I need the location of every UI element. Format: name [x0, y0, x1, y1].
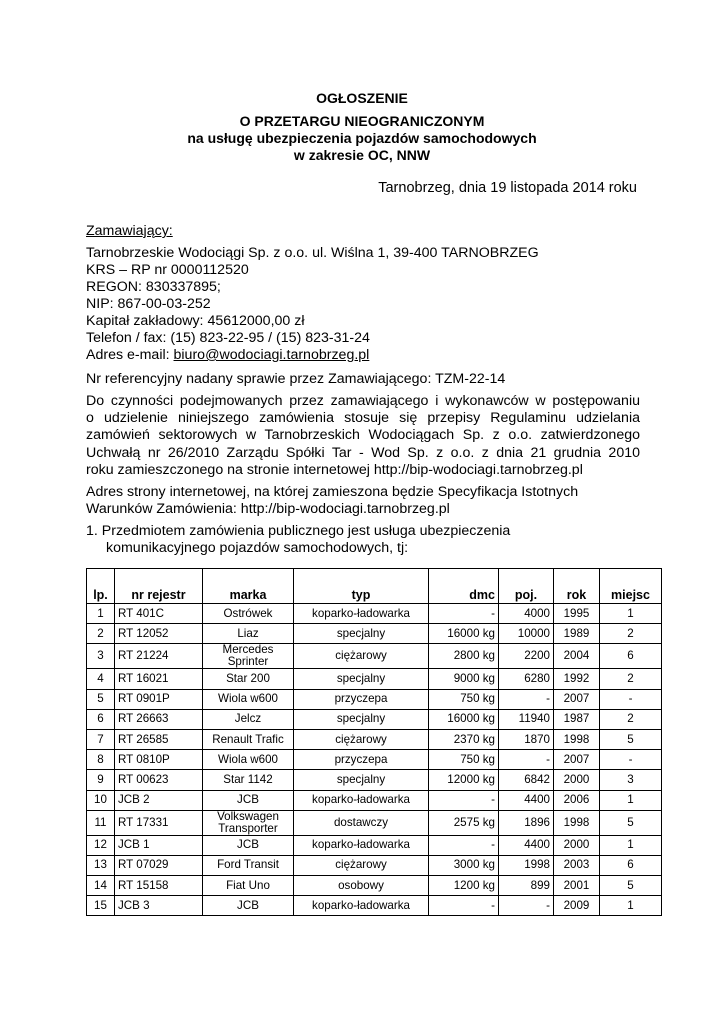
regulations-line-1: Do czynności podejmowanych przez zamawiającego i wykonawców w postępowaniu: [86, 393, 640, 409]
cell-lp: 1: [87, 604, 115, 624]
cell-dmc: 16000 kg: [429, 624, 499, 644]
cell-seats: 2: [600, 624, 662, 644]
cell-lp: 15: [87, 896, 115, 916]
table-row: [87, 669, 662, 689]
cell-year: 1998: [554, 729, 600, 749]
website-line-1: Adres strony internetowej, na której zamieszona będzie Specyfikacja Istotnych: [86, 484, 579, 500]
table-row: [87, 855, 662, 875]
table-row: [87, 689, 662, 709]
title-line-1: O PRZETARGU NIEOGRANICZONYM: [239, 113, 485, 129]
cell-reg: RT 21224: [115, 644, 203, 669]
cell-lp: 11: [87, 810, 115, 835]
col-header-seats: miejsc: [600, 569, 662, 604]
cell-make: Star 1142: [203, 770, 294, 790]
cell-lp: 8: [87, 750, 115, 770]
cell-year: 2000: [554, 770, 600, 790]
cell-year: 1987: [554, 709, 600, 729]
cell-capacity: 1998: [499, 855, 554, 875]
cell-seats: 1: [600, 896, 662, 916]
cell-capacity: 6280: [499, 669, 554, 689]
table-row: [87, 644, 662, 669]
cell-seats: 2: [600, 669, 662, 689]
cell-make: Fiat Uno: [203, 876, 294, 896]
cell-capacity: 4400: [499, 835, 554, 855]
cell-make: JCB: [203, 896, 294, 916]
cell-dmc: 1200 kg: [429, 876, 499, 896]
title-line-2: na usługę ubezpieczenia pojazdów samochodowych: [187, 130, 537, 146]
cell-seats: 1: [600, 790, 662, 810]
cell-year: 2007: [554, 689, 600, 709]
col-header-capacity: poj.: [499, 569, 554, 604]
cell-type: ciężarowy: [294, 644, 429, 669]
cell-make: Jelcz: [203, 709, 294, 729]
regulations-line-5: roku zamieszczonego na stronie internetowej http://bip-wodociagi.tarnobrzeg.pl: [86, 462, 583, 478]
email-link[interactable]: biuro@wodociagi.tarnobrzeg.pl: [173, 347, 370, 363]
cell-seats: 5: [600, 810, 662, 835]
cell-type: przyczepa: [294, 750, 429, 770]
cell-make: Renault Trafic: [203, 729, 294, 749]
cell-capacity: -: [499, 689, 554, 709]
cell-type: dostawczy: [294, 810, 429, 835]
cell-reg: RT 17331: [115, 810, 203, 835]
table-header-row: [87, 569, 662, 604]
cell-capacity: 11940: [499, 709, 554, 729]
cell-capacity: 2200: [499, 644, 554, 669]
vehicles-table: [86, 568, 662, 916]
cell-make: Wiola w600: [203, 689, 294, 709]
cell-dmc: 2370 kg: [429, 729, 499, 749]
cell-make: Mercedes Sprinter: [203, 644, 294, 669]
document-title: OGŁOSZENIE: [316, 90, 408, 106]
cell-dmc: -: [429, 835, 499, 855]
cell-type: specjalny: [294, 709, 429, 729]
col-header-make: marka: [203, 569, 294, 604]
orderer-regon: REGON: 830337895;: [86, 279, 221, 295]
cell-lp: 5: [87, 689, 115, 709]
cell-reg: RT 07029: [115, 855, 203, 875]
cell-year: 1998: [554, 810, 600, 835]
cell-reg: RT 26585: [115, 729, 203, 749]
cell-type: koparko-ładowarka: [294, 790, 429, 810]
cell-year: 2009: [554, 896, 600, 916]
cell-seats: 1: [600, 835, 662, 855]
cell-lp: 3: [87, 644, 115, 669]
table-row: [87, 876, 662, 896]
cell-year: 2003: [554, 855, 600, 875]
cell-year: 1995: [554, 604, 600, 624]
col-header-year: rok: [554, 569, 600, 604]
cell-dmc: -: [429, 604, 499, 624]
cell-type: koparko-ładowarka: [294, 896, 429, 916]
cell-make: Liaz: [203, 624, 294, 644]
table-row: [87, 604, 662, 624]
cell-seats: -: [600, 689, 662, 709]
cell-dmc: 2800 kg: [429, 644, 499, 669]
cell-reg: JCB 1: [115, 835, 203, 855]
cell-seats: 6: [600, 644, 662, 669]
title-line-3: w zakresie OC, NNW: [293, 147, 431, 163]
email-label: Adres e-mail:: [86, 347, 174, 363]
cell-lp: 4: [87, 669, 115, 689]
cell-year: 2006: [554, 790, 600, 810]
cell-capacity: 1870: [499, 729, 554, 749]
cell-lp: 13: [87, 855, 115, 875]
cell-make: Ostrówek: [203, 604, 294, 624]
cell-lp: 9: [87, 770, 115, 790]
cell-make: Ford Transit: [203, 855, 294, 875]
table-row: [87, 896, 662, 916]
cell-capacity: 1896: [499, 810, 554, 835]
regulations-line-3: zamówień sektorowych w Tarnobrzeskich Wodociągach Sp. z o.o. zatwierdzonego: [86, 427, 640, 443]
cell-lp: 10: [87, 790, 115, 810]
cell-capacity: 4400: [499, 790, 554, 810]
orderer-heading: Zamawiający:: [86, 223, 173, 239]
cell-dmc: 750 kg: [429, 750, 499, 770]
cell-make: Wiola w600: [203, 750, 294, 770]
col-header-reg: nr rejestr: [115, 569, 203, 604]
table-row: [87, 750, 662, 770]
table-row: [87, 624, 662, 644]
cell-seats: -: [600, 750, 662, 770]
col-header-type: typ: [294, 569, 429, 604]
cell-reg: RT 00623: [115, 770, 203, 790]
cell-dmc: -: [429, 790, 499, 810]
cell-reg: RT 0810P: [115, 750, 203, 770]
orderer-name-address: Tarnobrzeskie Wodociągi Sp. z o.o. ul. Wiślna 1, 39-400 TARNOBRZEG: [86, 245, 539, 261]
cell-reg: RT 16021: [115, 669, 203, 689]
cell-year: 2004: [554, 644, 600, 669]
cell-seats: 3: [600, 770, 662, 790]
cell-dmc: -: [429, 896, 499, 916]
orderer-nip: NIP: 867-00-03-252: [86, 296, 211, 312]
cell-type: specjalny: [294, 770, 429, 790]
cell-dmc: 2575 kg: [429, 810, 499, 835]
cell-lp: 2: [87, 624, 115, 644]
cell-lp: 12: [87, 835, 115, 855]
orderer-capital: Kapitał zakładowy: 45612000,00 zł: [86, 313, 305, 329]
cell-make: Star 200: [203, 669, 294, 689]
cell-year: 2001: [554, 876, 600, 896]
cell-dmc: 16000 kg: [429, 709, 499, 729]
regulations-line-4: Uchwałą nr 26/2010 Zarządu Spółki Tar - Wod Sp. z o.o. z dnia 21 grudnia 2010: [86, 445, 640, 461]
cell-lp: 14: [87, 876, 115, 896]
date-line: Tarnobrzeg, dnia 19 listopada 2014 roku: [378, 180, 637, 196]
cell-dmc: 12000 kg: [429, 770, 499, 790]
orderer-phone: Telefon / fax: (15) 823-22-95 / (15) 823-31-24: [86, 330, 370, 346]
cell-year: 2007: [554, 750, 600, 770]
cell-make: JCB: [203, 835, 294, 855]
table-row: [87, 709, 662, 729]
cell-capacity: 4000: [499, 604, 554, 624]
orderer-krs: KRS – RP nr 0000112520: [86, 262, 249, 278]
cell-reg: JCB 2: [115, 790, 203, 810]
cell-type: koparko-ładowarka: [294, 835, 429, 855]
cell-reg: JCB 3: [115, 896, 203, 916]
cell-type: ciężarowy: [294, 729, 429, 749]
cell-type: specjalny: [294, 669, 429, 689]
cell-reg: RT 26663: [115, 709, 203, 729]
cell-reg: RT 401C: [115, 604, 203, 624]
cell-capacity: -: [499, 896, 554, 916]
website-line-2: Warunków Zamówienia: http://bip-wodociagi.tarnobrzeg.pl: [86, 501, 450, 517]
table-row: [87, 835, 662, 855]
cell-lp: 7: [87, 729, 115, 749]
cell-type: specjalny: [294, 624, 429, 644]
cell-type: koparko-ładowarka: [294, 604, 429, 624]
cell-year: 1992: [554, 669, 600, 689]
cell-seats: 1: [600, 604, 662, 624]
cell-year: 1989: [554, 624, 600, 644]
cell-capacity: 10000: [499, 624, 554, 644]
cell-type: osobowy: [294, 876, 429, 896]
cell-reg: RT 15158: [115, 876, 203, 896]
cell-year: 2000: [554, 835, 600, 855]
cell-lp: 6: [87, 709, 115, 729]
col-header-dmc: dmc: [429, 569, 499, 604]
cell-capacity: 899: [499, 876, 554, 896]
cell-dmc: 750 kg: [429, 689, 499, 709]
cell-seats: 5: [600, 729, 662, 749]
cell-seats: 5: [600, 876, 662, 896]
cell-seats: 6: [600, 855, 662, 875]
cell-dmc: 3000 kg: [429, 855, 499, 875]
cell-reg: RT 0901P: [115, 689, 203, 709]
cell-make: Volkswagen Transporter: [203, 810, 294, 835]
cell-capacity: -: [499, 750, 554, 770]
cell-make: JCB: [203, 790, 294, 810]
table-row: [87, 810, 662, 835]
cell-reg: RT 12052: [115, 624, 203, 644]
col-header-lp: lp.: [87, 569, 115, 604]
table-row: [87, 770, 662, 790]
reference-number: Nr referencyjny nadany sprawie przez Zamawiającego: TZM-22-14: [86, 371, 506, 387]
cell-capacity: 6842: [499, 770, 554, 790]
table-body: [87, 604, 662, 916]
item-1-line-1: 1. Przedmiotem zamówienia publicznego jest usługa ubezpieczenia: [86, 523, 511, 539]
cell-seats: 2: [600, 709, 662, 729]
item-1-line-2: komunikacyjnego pojazdów samochodowych, tj:: [106, 540, 409, 556]
cell-type: przyczepa: [294, 689, 429, 709]
cell-type: ciężarowy: [294, 855, 429, 875]
table-row: [87, 790, 662, 810]
orderer-email-line: [86, 347, 369, 364]
cell-dmc: 9000 kg: [429, 669, 499, 689]
table-row: [87, 729, 662, 749]
regulations-line-2: o udzielenie niniejszego zamówienia stosuje się przepisy Regulaminu udzielania: [86, 410, 640, 426]
